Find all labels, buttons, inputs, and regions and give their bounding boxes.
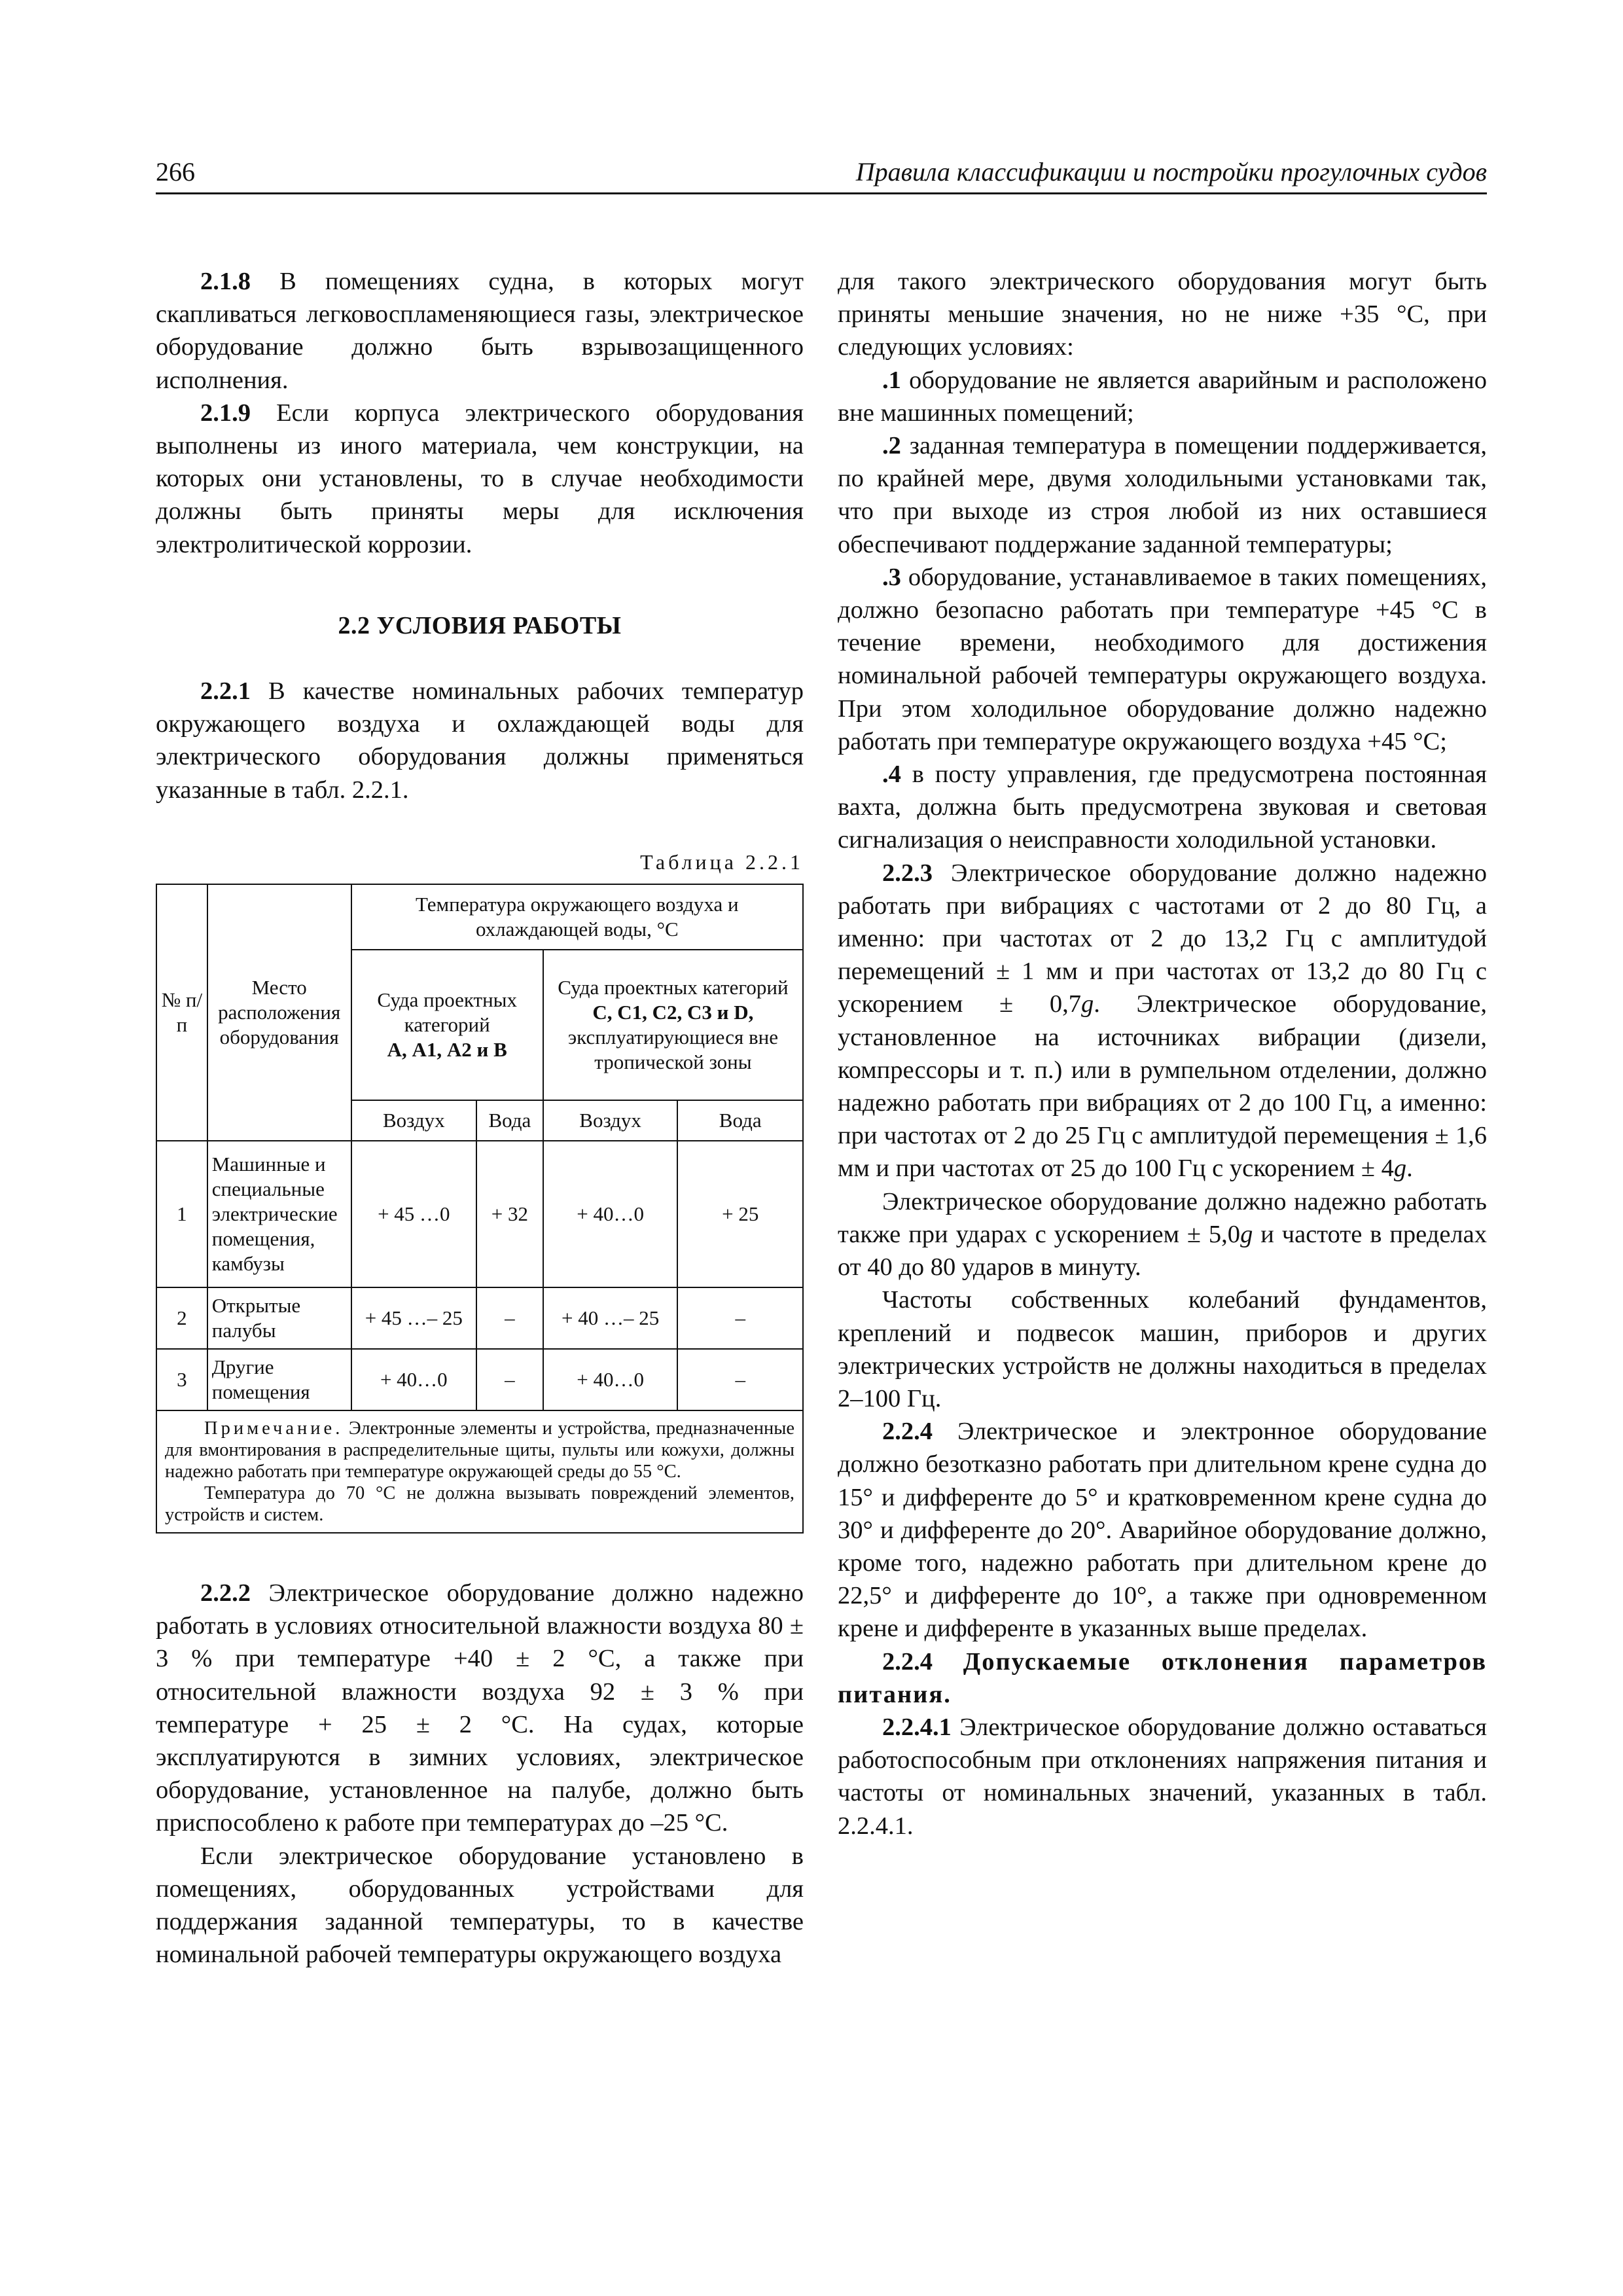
- note-label: Примечание.: [204, 1418, 344, 1439]
- header-category-1-list: А, А1, А2 и В: [387, 1038, 507, 1062]
- row-place: Открытые палубы: [207, 1287, 351, 1349]
- header-category-2: [543, 950, 803, 1100]
- table-row: [156, 1349, 803, 1410]
- paragraph-2-2-1: [156, 675, 804, 806]
- paragraph-2-2-4-1: [838, 1711, 1487, 1842]
- row-water-2: –: [677, 1287, 803, 1349]
- item-number: .3: [882, 563, 901, 591]
- header-water-2: Вода: [677, 1100, 803, 1141]
- running-title: Правила классификации и постройки прогулочных судов: [855, 157, 1487, 187]
- header-category-2-text: Суда проектных категорий: [558, 976, 789, 999]
- page-header: [156, 154, 1487, 194]
- paragraph-2-1-8: [156, 265, 804, 397]
- item-text: в посту управления, где предусмотрена постоянная вахта, должна быть предусмотрена звуковая и световая сигнализация о неисправности холодильной установки.: [838, 761, 1487, 854]
- paragraph-text: Электрическое оборудование должно оставаться работоспособным при отклонениях напряжения питания и частоты от номинальных значений, указанных в табл. 2.2.4.1.: [838, 1713, 1487, 1840]
- item-number: .2: [882, 432, 901, 460]
- paragraph-text: Электрическое оборудование должно надежно работать при вибрациях с частотами от 2 до 80 Гц, а именно: при частотах от 2 до 13,2 Гц с амплитудой перемещений ± 1 мм и при частотах от 13,2 до 80 Гц с ускорением ± 0,7: [838, 859, 1487, 1018]
- list-item-1: [838, 364, 1487, 429]
- clause-number: 2.1.8: [200, 268, 251, 295]
- table-caption: Таблица 2.2.1: [640, 850, 804, 874]
- item-number: .4: [882, 761, 901, 789]
- paragraph-text: .: [1406, 1155, 1413, 1183]
- list-item-4: [838, 758, 1487, 857]
- row-water-1: –: [476, 1349, 543, 1410]
- paragraph-2-2-3: [838, 857, 1487, 1185]
- table-row: [156, 1287, 803, 1349]
- paragraph-2-2-4-title: [838, 1645, 1487, 1711]
- item-number: .1: [882, 366, 901, 394]
- header-no: № п/п: [156, 884, 207, 1141]
- clause-number: 2.2.2: [200, 1579, 251, 1607]
- row-no: 1: [156, 1141, 207, 1287]
- paragraph-2-2-2: [156, 1577, 804, 1840]
- header-place: Место расположения оборудования: [207, 884, 351, 1141]
- row-place: Другие помещения: [207, 1349, 351, 1410]
- clause-number: 2.2.1: [200, 677, 251, 706]
- row-air-1: + 45 …– 25: [351, 1287, 476, 1349]
- paragraph-continuation: для такого электрического оборудования могут быть приняты меньшие значения, но не ниже +35 °С, при следующих условиях:: [838, 268, 1487, 361]
- g-symbol: g: [1393, 1155, 1407, 1183]
- header-temperature: Температура окружающего воздуха и охлаждающей воды, °С: [351, 884, 803, 950]
- row-no: 3: [156, 1349, 207, 1410]
- temperature-table: [156, 884, 804, 1534]
- clause-number: 2.2.4.1: [882, 1713, 952, 1741]
- note-text: Электронные элементы и устройства, предназначенные для вмонтирования в распределительные щиты, пульты или кожухи, должны надежно работать при температуре окружающей среды до 55 °С.: [165, 1418, 794, 1482]
- paragraph-2-1-9: [156, 397, 804, 561]
- row-air-2: + 40…0: [543, 1141, 678, 1287]
- header-category-1-text: Суда проектных категорий: [377, 988, 518, 1037]
- table-row: [156, 1141, 803, 1287]
- section-title: 2.2 УСЛОВИЯ РАБОТЫ: [338, 611, 622, 639]
- page-number: 266: [156, 157, 195, 187]
- header-air-2: Воздух: [543, 1100, 678, 1141]
- clause-number: 2.2.4: [882, 1418, 933, 1446]
- g-symbol: g: [1080, 990, 1094, 1018]
- paragraph-text: и частоте в пределах от 40 до 80 ударов в минуту.: [838, 1220, 1487, 1282]
- clause-number: 2.2.3: [882, 859, 933, 887]
- paragraph-text: . Электрическое оборудование, установленное на источниках вибрации (дизели, компрессоры и т. п.) или в румпельном отделении, должно надежно работать при вибрациях от 2 до 100 Гц, а именно: при частотах от 2 до 25 Гц с амплитудой перемещения ± 1,6 мм и при частотах от 25 до 100 Гц с ускорением ± 4: [838, 990, 1487, 1183]
- header-category-2-list: С, С1, С2, С3 и D,: [592, 1001, 754, 1024]
- subsection-title: Допускаемые отклонения параметров питания.: [838, 1647, 1487, 1708]
- paragraph-text: В помещениях судна, в которых могут скапливаться легковоспламеняющиеся газы, электрическое оборудование должно быть взрывозащищенного исполнения.: [156, 268, 804, 394]
- item-text: оборудование не является аварийным и расположено вне машинных помещений;: [838, 366, 1487, 427]
- row-air-2: + 40 …– 25: [543, 1287, 678, 1349]
- item-text: оборудование, устанавливаемое в таких помещениях, должно безопасно работать при температуре +45 °С в течение времени, необходимого для достижения номинальной рабочей температуры окружающего воздуха. При этом холодильное оборудование должно надежно работать при температуре окружающего воздуха +45 °С;: [838, 563, 1487, 755]
- row-water-2: + 25: [677, 1141, 803, 1287]
- paragraph-text: Электрическое и электронное оборудование должно безотказно работать при длительном крене судна до 15° и дифференте до 5° и кратковременном крене судна до 30° и дифференте до 20°. Аварийное оборудование должно, кроме того, надежно работать при длительном крене до 22,5° и дифференте до 10°, а также при одновременном крене и дифференте в указанных выше пределах.: [838, 1418, 1487, 1643]
- table-note: [156, 1410, 803, 1533]
- list-item-2: [838, 429, 1487, 561]
- clause-number: 2.2.4: [882, 1647, 933, 1676]
- row-water-1: + 32: [476, 1141, 543, 1287]
- paragraph-shock: [838, 1185, 1487, 1284]
- row-place: Машинные и специальные электрические помещения, камбузы: [207, 1141, 351, 1287]
- row-water-2: –: [677, 1349, 803, 1410]
- left-column: [156, 265, 804, 1971]
- paragraph-conditions: Если электрическое оборудование установлено в помещениях, оборудованных устройствами для поддержания заданной температуры, то в качестве номинальной рабочей температуры окружающего воздуха: [156, 1842, 804, 1969]
- paragraph-text: Если корпуса электрического оборудования выполнены из иного материала, чем конструкции, на которых они установлены, то в случае необходимости должны быть приняты меры для исключения электролитической коррозии.: [156, 399, 804, 558]
- row-no: 2: [156, 1287, 207, 1349]
- header-category-1: [351, 950, 543, 1100]
- row-water-1: –: [476, 1287, 543, 1349]
- right-column: [838, 265, 1487, 1842]
- paragraph-text: В качестве номинальных рабочих температур окружающего воздуха и охлаждающей воды для электрического оборудования должны применяться указанные в табл. 2.2.1.: [156, 677, 804, 804]
- paragraph-2-2-4: [838, 1415, 1487, 1645]
- header-category-2-note: эксплуатирующиеся вне тропической зоны: [567, 1026, 778, 1074]
- note-text-2: Температура до 70 °С не должна вызывать повреждений элементов, устройств и систем.: [165, 1483, 794, 1526]
- paragraph-frequencies: Частоты собственных колебаний фундаментов, креплений и подвесок машин, приборов и других электрических устройств не должны находиться в пределах 2–100 Гц.: [838, 1286, 1487, 1412]
- row-air-2: + 40…0: [543, 1349, 678, 1410]
- clause-number: 2.1.9: [200, 399, 251, 427]
- header-water-1: Вода: [476, 1100, 543, 1141]
- paragraph-text: Электрическое оборудование должно надежно работать в условиях относительной влажности воздуха 80 ± 3 % при температуре +40 ± 2 °С, а также при относительной влажности воздуха 92 ± 3 % при температуре + 25 ± 2 °С. На судах, которые эксплуатируются в зимних условиях, электрическое оборудование, установленное на палубе, должно быть приспособлено к работе при температурах до –25 °С.: [156, 1579, 804, 1837]
- list-item-3: [838, 561, 1487, 758]
- header-air-1: Воздух: [351, 1100, 476, 1141]
- row-air-1: + 45 …0: [351, 1141, 476, 1287]
- item-text: заданная температура в помещении поддерживается, по крайней мере, двумя холодильными установками так, что при выходе из строя любой из них оставшиеся обеспечивают поддержание заданной температуры;: [838, 432, 1487, 558]
- g-symbol: g: [1240, 1220, 1253, 1248]
- row-air-1: + 40…0: [351, 1349, 476, 1410]
- paragraph-text: Электрическое оборудование должно надежно работать также при ударах с ускорением ± 5,0: [838, 1187, 1487, 1248]
